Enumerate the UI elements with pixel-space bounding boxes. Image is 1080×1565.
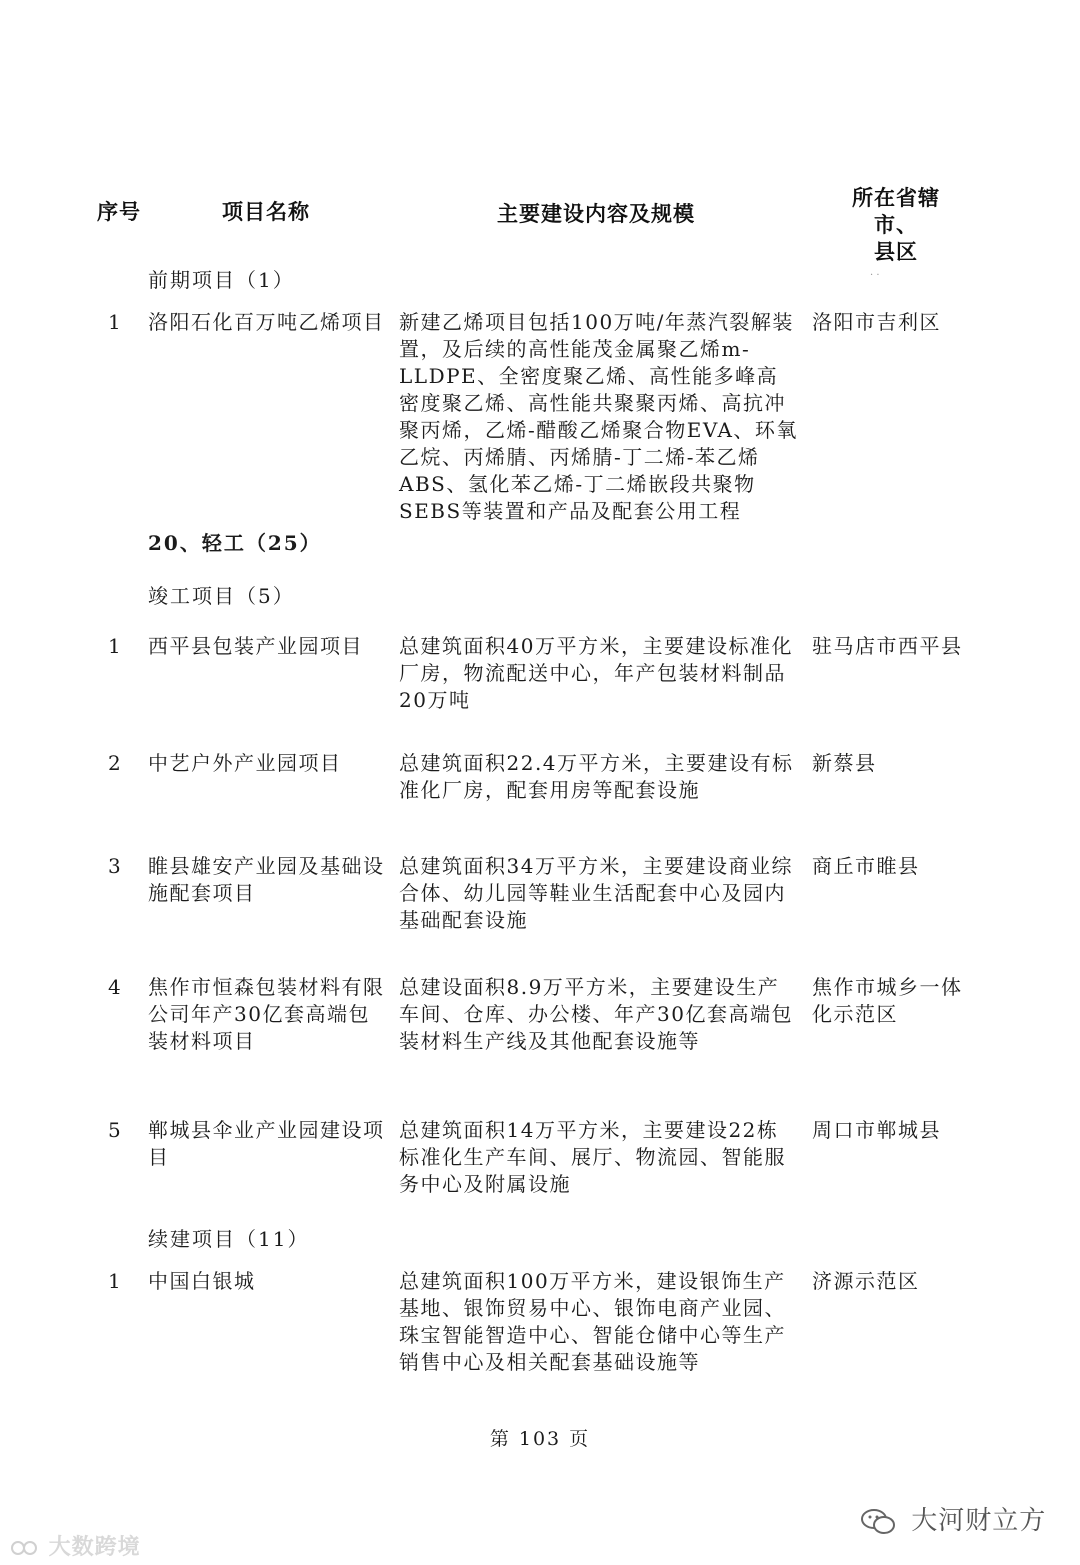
row-content: 总建筑面积100万平方米，建设银饰生产基地、银饰贸易中心、银饰电商产业园、珠宝智能智造中心、智能仓储中心等生产销售中心及相关配套基础设施等 [399,1269,786,1374]
row-project-name: 郸城县伞业产业园建设项目 [148,1118,385,1169]
row-seq: 5 [108,1118,121,1142]
header-location [831,184,961,265]
row-location: 新蔡县 [812,751,877,775]
row-seq: 1 [108,1269,121,1293]
row-content: 总建筑面积14万平方米，主要建设22栋标准化生产车间、展厅、物流园、智能服务中心及附属设施 [399,1118,786,1196]
row-location: 济源示范区 [812,1269,920,1293]
section-title-completed: 竣工项目（5） [148,584,295,608]
wechat-icon [860,1507,896,1537]
row-project-name: 睢县雄安产业园及基础设施配套项目 [148,854,385,905]
row-seq: 4 [108,975,121,999]
row-project-name: 中艺户外产业园项目 [148,751,342,775]
watermark-logo-icon [10,1537,40,1559]
row-content: 总建筑面积40万平方米，主要建设标准化厂房，物流配送中心，年产包装材料制品20万吨 [399,634,793,712]
section-title-continuing: 续建项目（11） [148,1227,310,1251]
row-content: 总建筑面积34万平方米，主要建设商业综合体、幼儿园等鞋业生活配套中心及园内基础配套设施 [399,854,793,932]
row-seq: 3 [108,854,121,878]
category-title: 20、轻工（25） [148,531,322,555]
watermark-left [10,1530,141,1561]
row-seq: 2 [108,751,121,775]
page-number: 第 103 页 [489,1428,591,1450]
row-location: 焦作市城乡一体化示范区 [812,975,963,1026]
row-content: 总建筑面积22.4万平方米，主要建设有标准化厂房，配套用房等配套设施 [399,751,794,802]
watermark-left-text: 大数跨境 [48,1535,141,1560]
row-content: 新建乙烯项目包括100万吨/年蒸汽裂解装置，及后续的高性能茂金属聚乙烯m-LLDPE、全密度聚乙烯、高性能多峰高密度聚乙烯、高性能共聚聚丙烯、高抗冲聚丙烯，乙烯-醋酸乙烯聚合物EVA、环氧乙烷、丙烯腈、丙烯腈-丁二烯-苯乙烯ABS、氢化苯乙烯-丁二烯嵌段共聚物SEBS等装置和产品及配套公用工程 [399,310,798,523]
row-location: 驻马店市西平县 [812,634,963,658]
header-seq: 序号 [97,199,141,224]
header-project-name: 项目名称 [222,199,310,224]
row-project-name: 焦作市恒森包装材料有限公司年产30亿套高端包装材料项目 [148,975,385,1053]
row-seq: 1 [108,310,121,334]
scan-speck: · · [870,270,880,281]
watermark-right [860,1500,1046,1537]
row-seq: 1 [108,634,121,658]
header-location-line1: 所在省辖市、 [852,185,940,237]
header-location-line2: 县区 [874,239,918,264]
row-project-name: 中国白银城 [148,1269,256,1293]
row-location: 商丘市睢县 [812,854,920,878]
row-location: 周口市郸城县 [812,1118,941,1142]
row-project-name: 洛阳石化百万吨乙烯项目 [148,310,385,334]
row-location: 洛阳市吉利区 [812,310,941,334]
header-content: 主要建设内容及规模 [497,201,695,226]
row-project-name: 西平县包装产业园项目 [148,634,363,658]
watermark-right-text: 大河财立方 [911,1506,1047,1536]
row-content: 总建设面积8.9万平方米，主要建设生产车间、仓库、办公楼、年产30亿套高端包装材料生产线及其他配套设施等 [399,975,793,1053]
section-title-preliminary: 前期项目（1） [148,268,295,292]
